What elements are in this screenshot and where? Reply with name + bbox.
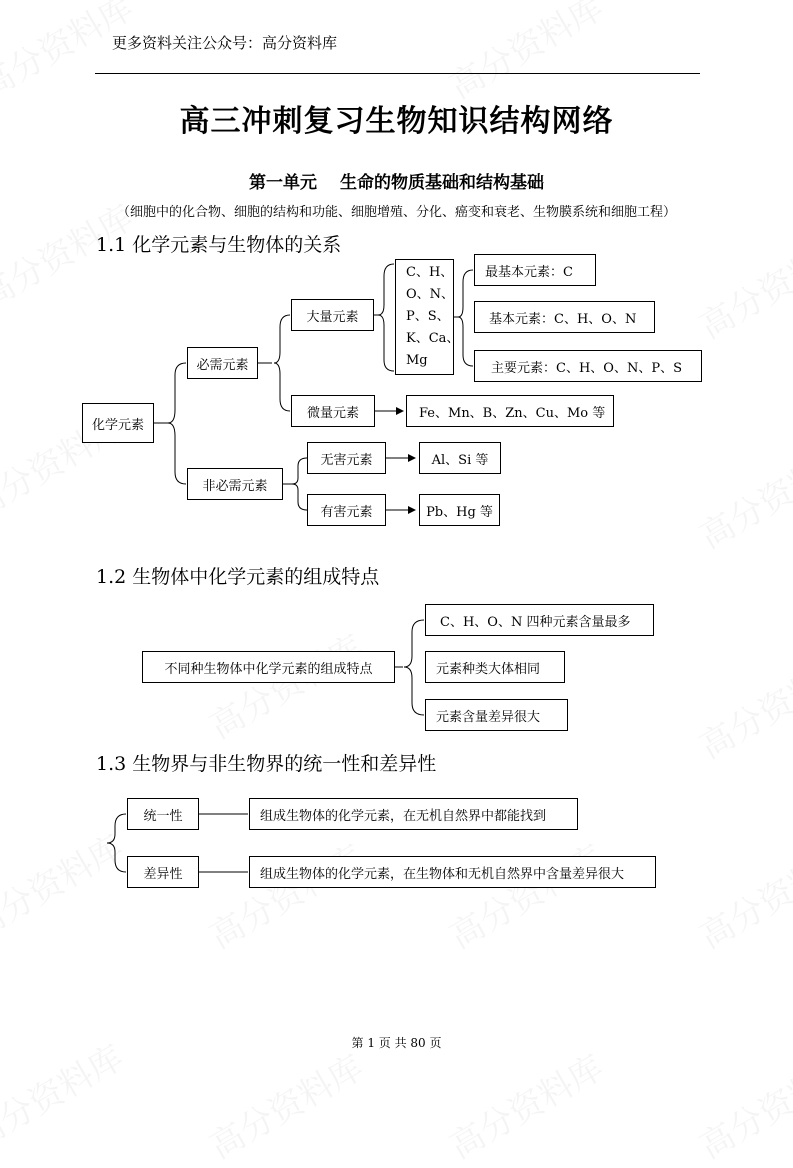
node-harmless-element-list: Al、Si 等 xyxy=(419,442,501,474)
node-harmful-elements: 有害元素 xyxy=(307,494,386,526)
node-composition-features: 不同种生物体中化学元素的组成特点 xyxy=(142,651,395,683)
page-footer: 第 1 页 共 80 页 xyxy=(351,1036,442,1050)
node-harmless-elements: 无害元素 xyxy=(307,442,386,474)
section-heading-1-3: 1.3 生物界与非生物界的统一性和差异性 xyxy=(96,753,437,775)
node-difference: 差异性 xyxy=(127,856,199,888)
node-main-elements: 主要元素：C、H、O、N、P、S xyxy=(474,350,702,382)
section-heading-1-1: 1.1 化学元素与生物体的关系 xyxy=(96,234,342,256)
node-most-basic-element: 最基本元素：C xyxy=(474,254,596,286)
node-unity-description: 组成生物体的化学元素，在无机自然界中都能找到 xyxy=(249,798,578,830)
node-harmful-element-list: Pb、Hg 等 xyxy=(419,494,500,526)
node-micro-element-list: Fe、Mn、B、Zn、Cu、Mo 等 xyxy=(406,395,614,427)
node-chemical-elements: 化学元素 xyxy=(82,403,154,443)
node-unity: 统一性 xyxy=(127,798,199,830)
node-difference-description: 组成生物体的化学元素，在生物体和无机自然界中含量差异很大 xyxy=(249,856,656,888)
section-heading-1-2: 1.2 生物体中化学元素的组成特点 xyxy=(96,566,380,588)
node-required-elements: 必需元素 xyxy=(187,347,258,379)
page-header: 更多资料关注公众号：高分资料库 xyxy=(112,34,338,52)
page-title: 高三冲刺复习生物知识结构网络 xyxy=(179,104,614,139)
macro-list-line: P、S、 xyxy=(406,309,450,324)
node-macro-element-list xyxy=(395,259,460,375)
node-nonrequired-elements: 非必需元素 xyxy=(187,468,283,500)
node-macro-elements: 大量元素 xyxy=(291,299,374,331)
node-feature-content-differs: 元素含量差异很大 xyxy=(425,699,568,731)
macro-list-line: C、H、 xyxy=(406,265,454,280)
macro-list-line: O、N、 xyxy=(406,287,455,302)
unit-subtitle: （细胞中的化合物、细胞的结构和功能、细胞增殖、分化、癌变和衰老、生物膜系统和细胞工程） xyxy=(116,205,676,220)
node-basic-elements: 基本元素：C、H、O、N xyxy=(474,301,655,333)
macro-list-line: K、Ca、 xyxy=(406,331,460,346)
node-micro-elements: 微量元素 xyxy=(291,395,375,427)
unit-title: 第一单元 生命的物质基础和结构基础 xyxy=(249,173,544,193)
node-feature-chon-most: C、H、O、N 四种元素含量最多 xyxy=(425,604,654,636)
macro-list-line: Mg xyxy=(406,353,428,368)
node-feature-types-similar: 元素种类大体相同 xyxy=(425,651,565,683)
